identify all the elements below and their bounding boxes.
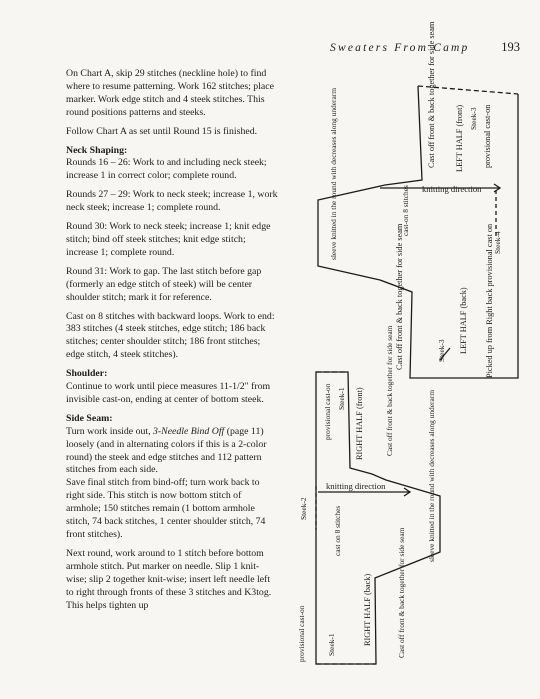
paragraph: Cast on 8 stitches with backward loops. Work to end: 383 stitches (4 steek stitches, edge stitch; 186 back stitches; center shoulder stitch; 186 front stitches; edge stitch, 4 steek stitches). [66, 310, 275, 361]
label-steek2: Steek-2 [299, 497, 308, 520]
label-picked-up: Picked up from Right back provisional cast on [485, 223, 494, 378]
section-heading: Neck Shaping: [66, 144, 128, 156]
label-left-half-back: LEFT HALF (back) [459, 287, 468, 354]
label-knitting-direction-top: knitting direction [422, 184, 482, 194]
label-provisional-bottom: provisional cast-on [323, 383, 332, 440]
label-sleeve-top: sleeve knitted in the round with decreases along underarm [329, 88, 338, 260]
top-diagram-labels [329, 21, 502, 378]
label-steek1b: Steek-1 [327, 633, 336, 656]
label-steek4: Steek-4 [493, 231, 502, 254]
paragraph: Continue to work until piece measures 11-1/2" from invisible cast-on, ending at center of bottom steek. [66, 381, 271, 405]
label-cast-off-top-2: Cast off front & back together for side seam [395, 223, 404, 370]
paragraph: Save final stitch from bind-off; turn work back to right side. This stitch is now bottom stitch of armhole; 150 stitches remain (1 bottom armhole stitch, 74 back stitches, 1 center shoulder stitch, 74 front stitches). [66, 477, 266, 540]
paragraph: Round 31: Work to gap. The last stitch before gap (formerly an edge stitch of steek) will be center shoulder stitch; mark it for reference. [66, 265, 262, 303]
emphasis-text: 3-Needle Bind Off [153, 425, 225, 437]
running-title: Sweaters From Camp [330, 42, 470, 54]
label-right-half-front: RIGHT HALF (front) [355, 387, 364, 460]
page-number: 193 [501, 40, 520, 54]
paragraph: Follow Chart A as set until Round 15 is finished. [66, 125, 258, 137]
paragraph: Round 30: Work to neck steek; increase 1; knit edge stitch; bind off steek stitches; knit edge stitch; increase 1; complete round. [66, 221, 271, 258]
label-knitting-direction-bottom: knitting direction [326, 481, 386, 491]
label-cast-off-top: Cast off front & back together for side seam [427, 21, 436, 168]
label-steek3: Steek-3 [469, 107, 478, 130]
label-cast-off-bottom: Cast off front & back together for side seam [385, 325, 394, 456]
label-steek3b: Steek-3 [437, 339, 446, 362]
label-left-half-front: LEFT HALF (front) [455, 104, 464, 172]
paragraph: On Chart A, skip 29 stitches (neckline hole) to find where to resume patterning. Work 162 stitches; place marker. Work edge stitch and 4 steek stitches. This round positions patterns and steeks. [66, 68, 274, 118]
text-run: Turn work inside out, [66, 425, 153, 437]
label-cast-off-bottom-2: Cast off front & back together for side seam [397, 527, 406, 658]
paragraph: Rounds 16 – 26: Work to and including neck steek; increase 1 in correct color; complete round. [66, 157, 267, 182]
label-steek1: Steek-1 [337, 387, 346, 410]
section-heading: Shoulder: [66, 368, 108, 380]
label-cast-on-8-top: cast-on 8 stitches [401, 185, 410, 236]
paragraph: Rounds 27 – 29: Work to neck steek; increase 1, work neck steek; increase 1; complete round. [66, 189, 278, 214]
label-provisional-top: provisional cast-on [483, 104, 492, 168]
label-cast-on-8-bottom: cast on 8 stitches [333, 505, 342, 556]
label-sleeve-bottom: sleeve knitted in the round with decreases along underarm [427, 390, 436, 562]
paragraph: Next round, work around to 1 stitch before bottom armhole stitch. Put marker on needle. Slip 1 knit-wise; slip 2 together knit-wise; insert left needle left to right through fronts of these 3 stitches and K3tog. This helps tighten up [66, 547, 272, 611]
text-run: (page 11) loosely (and in alternating colors if this is a 2-color round) the steek and edge stitches and 112 pattern stitches from each side. [66, 425, 267, 476]
section-heading: Side Seam: [66, 412, 113, 424]
label-right-half-back: RIGHT HALF (back) [363, 573, 372, 646]
label-provisional-bottom-2: provisional cast-on [297, 605, 306, 662]
bottom-diagram-labels [297, 325, 436, 662]
